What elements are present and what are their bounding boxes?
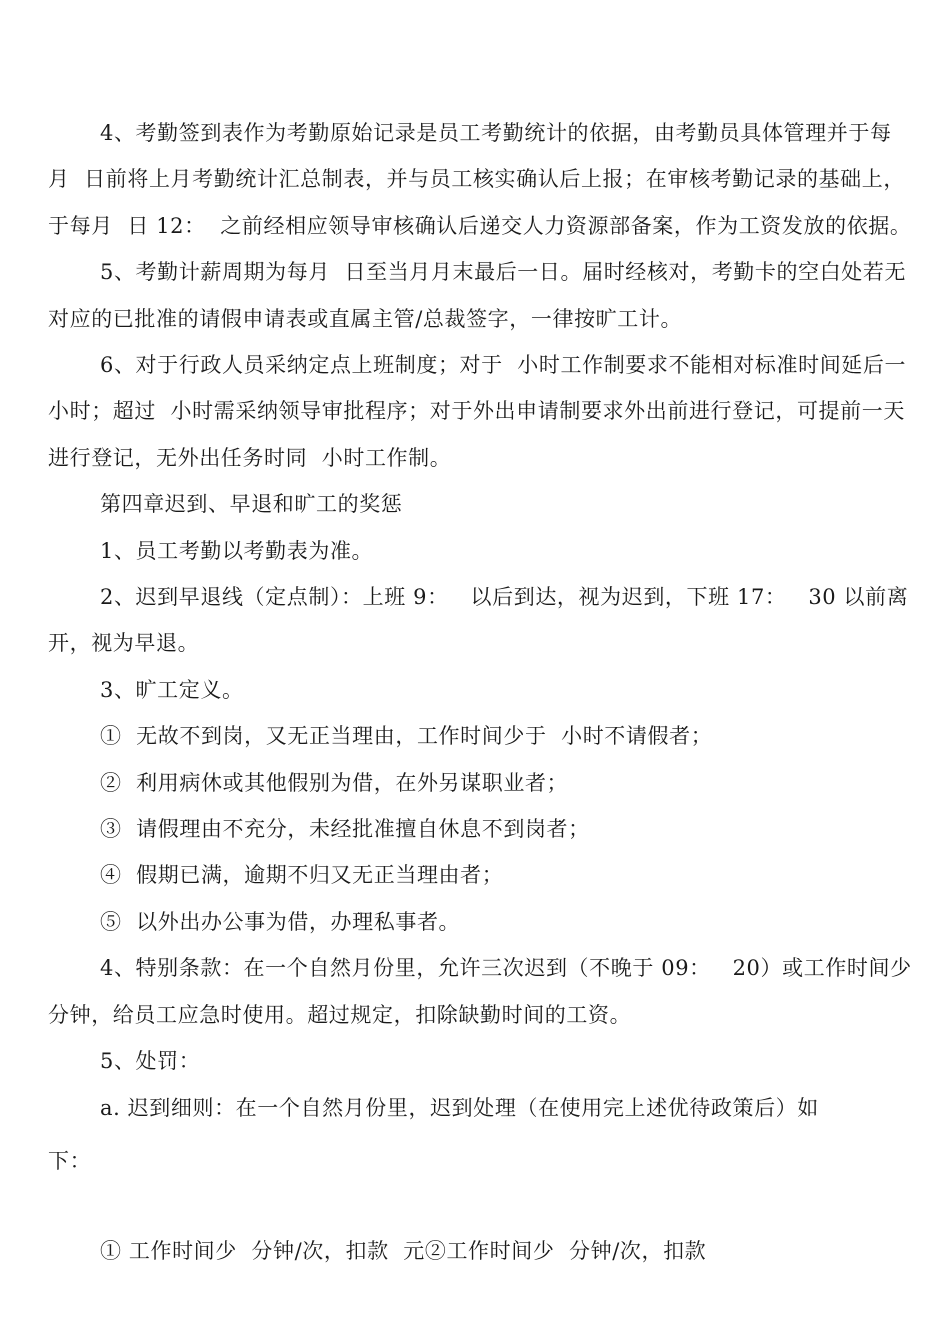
penalty-detail-line: ① 工作时间少 分钟/次，扣款 元②工作时间少 分钟/次，扣款 (100, 1239, 707, 1263)
absence-item-5: ⑤ 以外出办公事为借，办理私事者。 (100, 910, 461, 934)
rule-1: 1、员工考勤以考勤表为准。 (100, 539, 374, 563)
rule-2-line-1: 2、迟到早退线（定点制）：上班 9： 以后到达，视为迟到，下班 17： 30 以前离 (100, 585, 909, 609)
paragraph-6-line-3: 进行登记，无外出任务时同 小时工作制。 (48, 446, 452, 470)
penalty-a-line-1: a. 迟到细则：在一个自然月份里，迟到处理（在使用完上述优待政策后）如 (100, 1096, 819, 1120)
rule-2-line-2: 开，视为早退。 (48, 631, 200, 655)
penalty-a-line-2: 下： (48, 1149, 92, 1173)
rule-5: 5、处罚： (100, 1049, 201, 1073)
paragraph-6-line-2: 小时；超过 小时需采纳领导审批程序；对于外出申请制要求外出前进行登记，可提前一天 (48, 399, 905, 423)
paragraph-5-line-2: 对应的已批准的请假申请表或直属主管/总裁签字，一律按旷工计。 (48, 307, 683, 331)
paragraph-4-line-3: 于每月 日 12： 之前经相应领导审核确认后递交人力资源部备案，作为工资发放的依据。 (48, 214, 912, 238)
rule-4-line-1: 4、特别条款：在一个自然月份里，允许三次迟到（不晚于 09： 20）或工作时间少 (100, 956, 912, 980)
absence-item-1: ① 无故不到岗，又无正当理由，工作时间少于 小时不请假者； (100, 724, 713, 748)
paragraph-6-line-1: 6、对于行政人员采纳定点上班制度；对于 小时工作制要求不能相对标准时间延后一 (100, 353, 907, 377)
paragraph-4-line-1: 4、考勤签到表作为考勤原始记录是员工考勤统计的依据，由考勤员具体管理并于每 (100, 121, 892, 145)
paragraph-5-line-1: 5、考勤计薪周期为每月 日至当月月末最后一日。届时经核对，考勤卡的空白处若无 (100, 260, 907, 284)
absence-item-3: ③ 请假理由不充分，未经批准擅自休息不到岗者； (100, 817, 590, 841)
rule-4-line-2: 分钟，给员工应急时使用。超过规定，扣除缺勤时间的工资。 (48, 1003, 632, 1027)
chapter-heading: 第四章迟到、早退和旷工的奖惩 (100, 492, 403, 516)
absence-item-4: ④ 假期已满，逾期不归又无正当理由者； (100, 863, 504, 887)
rule-3: 3、旷工定义。 (100, 678, 244, 702)
paragraph-4-line-2: 月 日前将上月考勤统计汇总制表，并与员工核实确认后上报；在审核考勤记录的基础上， (48, 167, 905, 191)
absence-item-2: ② 利用病休或其他假别为借，在外另谋职业者； (100, 771, 569, 795)
